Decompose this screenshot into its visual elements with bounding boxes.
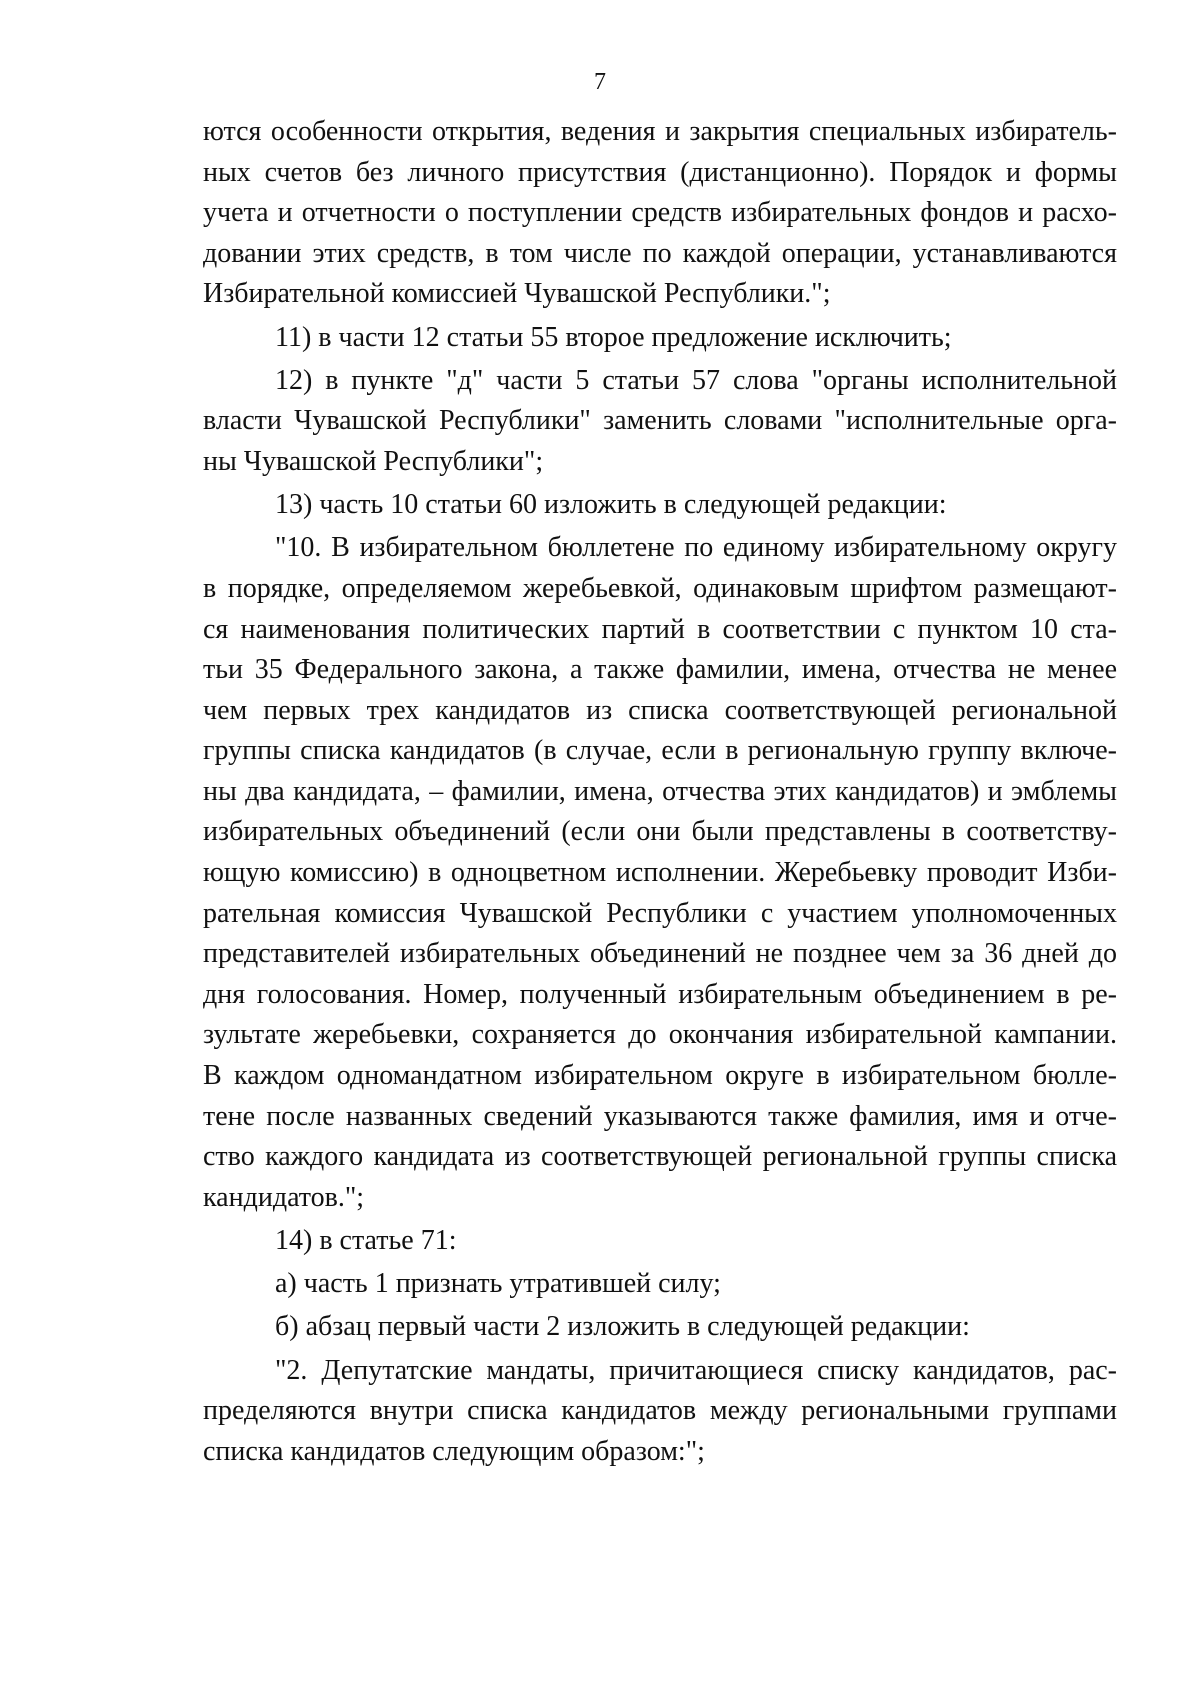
- text-line: тене после названных сведений указываются также фамилия, имя и отче-: [203, 1100, 1117, 1132]
- text-line: довании этих средств, в том числе по каждой операции, устанавливаются: [203, 237, 1117, 269]
- text-line: избирательных объединений (если они были представлены в соответству-: [203, 816, 1117, 848]
- text-line: Избирательной комиссией Чувашской Республики.";: [203, 278, 831, 310]
- text-line: пределяются внутри списка кандидатов между региональными группами: [203, 1395, 1117, 1427]
- paragraph: [203, 112, 1117, 315]
- text-line: ются особенности открытия, ведения и закрытия специальных избиратель-: [203, 116, 1117, 147]
- text-line: дня голосования. Номер, полученный избирательным объединением в ре-: [203, 978, 1117, 1010]
- text-line: а) часть 1 признать утратившей силу;: [275, 1268, 721, 1300]
- text-line: списка кандидатов следующим образом:";: [203, 1435, 705, 1467]
- text-line: власти Чувашской Республики" заменить словами "исполнительные орга-: [203, 405, 1117, 437]
- text-line: "2. Депутатские мандаты, причитающиеся списку кандидатов, рас-: [275, 1354, 1117, 1386]
- text-line: учета и отчетности о поступлении средств избирательных фондов и расхо-: [203, 197, 1117, 229]
- text-line: рательная комиссия Чувашской Республики с участием уполномоченных: [203, 897, 1117, 929]
- paragraph: [203, 1351, 1117, 1473]
- text-line: зультате жеребьевки, сохраняется до окончания избирательной кампании.: [203, 1019, 1117, 1051]
- paragraph: [203, 485, 1117, 526]
- paragraph: [203, 528, 1117, 1218]
- text-line: 14) в статье 71:: [275, 1225, 457, 1256]
- text-line: тьи 35 Федерального закона, а также фамилии, имена, отчества не менее: [203, 654, 1117, 686]
- text-line: чем первых трех кандидатов из списка соответствующей региональной: [203, 694, 1117, 726]
- page-number: 7: [594, 69, 606, 95]
- paragraph: [203, 1221, 1117, 1262]
- text-line: группы списка кандидатов (в случае, если в региональную группу включе-: [203, 735, 1117, 767]
- text-line: ся наименования политических партий в соответствии с пунктом 10 ста-: [203, 613, 1117, 645]
- text-line: 13) часть 10 статьи 60 изложить в следующей редакции:: [275, 489, 947, 521]
- text-line: кандидатов.";: [203, 1181, 365, 1213]
- paragraph: [203, 1307, 1117, 1348]
- paragraph: [203, 1264, 1117, 1305]
- document-body: [203, 112, 1117, 1475]
- text-line: представителей избирательных объединений не позднее чем за 36 дней до: [203, 938, 1117, 970]
- text-line: ющую комиссию) в одноцветном исполнении. Жеребьевку проводит Изби-: [203, 857, 1117, 889]
- text-line: ны два кандидата, – фамилии, имена, отчества этих кандидатов) и эмблемы: [203, 775, 1117, 807]
- text-line: 11) в части 12 статьи 55 второе предложение исключить;: [275, 321, 952, 353]
- text-line: б) абзац первый части 2 изложить в следующей редакции:: [275, 1311, 970, 1343]
- paragraph: [203, 318, 1117, 359]
- paragraph: [203, 361, 1117, 483]
- text-line: в порядке, определяемом жеребьевкой, одинаковым шрифтом размещают-: [203, 572, 1117, 604]
- text-line: В каждом одномандатном избирательном округе в избирательном бюлле-: [203, 1060, 1117, 1092]
- text-line: "10. В избирательном бюллетене по единому избирательному округу: [275, 532, 1117, 564]
- text-line: 12) в пункте "д" части 5 статьи 57 слова "органы исполнительной: [275, 364, 1117, 396]
- text-line: ство каждого кандидата из соответствующей региональной группы списка: [203, 1141, 1117, 1173]
- text-line: ны Чувашской Республики";: [203, 445, 544, 477]
- text-line: ных счетов без личного присутствия (дистанционно). Порядок и формы: [203, 156, 1117, 188]
